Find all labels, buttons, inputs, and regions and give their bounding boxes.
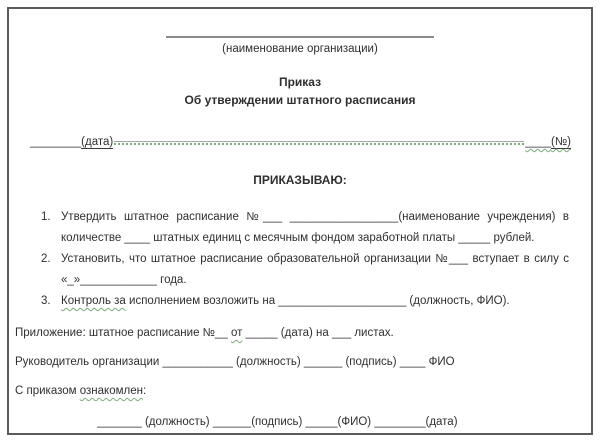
list-item-number: 3. xyxy=(41,295,51,307)
acknowledgement-line xyxy=(15,385,571,397)
text-segment: С приказом xyxy=(15,385,80,397)
list-item-number: 1. xyxy=(41,211,51,223)
text-segment: Руководитель организации ___________ (должность) ______ (подпись) ____ ФИО xyxy=(15,356,455,368)
filler-blank-line xyxy=(114,131,524,145)
list-item xyxy=(39,207,569,249)
org-name-blank-line xyxy=(166,35,434,38)
date-blank: ________ xyxy=(30,136,82,148)
text-segment: Утвердить штатное расписание №___ _________________(наименование учреждения) в количестве ____ штатных единиц с месячным фондом заработной платы _____ рублей. xyxy=(61,211,569,244)
signature-line xyxy=(15,416,571,428)
list-item-text xyxy=(61,291,569,312)
grammar-flagged-text: от xyxy=(230,327,243,339)
director-line xyxy=(15,356,571,368)
doc-title: Приказ xyxy=(278,75,322,89)
date-label: (дата) xyxy=(81,136,114,148)
text-segment: Установить, что штатное расписание образовательной организации №___ вступает в силу с «_»____________ года. xyxy=(61,253,569,286)
doc-subtitle: Об утверждении штатного расписания xyxy=(184,93,416,107)
number-label: (№) xyxy=(551,136,571,148)
appendix-line xyxy=(15,327,571,339)
date-number-row xyxy=(30,131,571,149)
list-item-number: 2. xyxy=(41,253,51,265)
text-segment: исполнением возложить на ____________________ (должность, ФИО). xyxy=(125,295,510,307)
command-heading: ПРИКАЗЫВАЮ: xyxy=(253,173,347,187)
order-list xyxy=(39,207,569,312)
text-segment: Приложение: штатное расписание №__ xyxy=(15,327,231,339)
list-item xyxy=(39,291,569,312)
list-item xyxy=(39,249,569,291)
grammar-flagged-text: Контроль за xyxy=(61,295,126,307)
grammar-flagged-text: ознакомлен xyxy=(79,385,143,397)
page-border-frame xyxy=(7,7,593,435)
list-item-text xyxy=(61,249,569,291)
text-segment: _____ (дата) на ___ листах. xyxy=(242,327,394,339)
text-segment: _______ (должность) ______(подпись) _____(ФИО) ________(дата) xyxy=(97,416,458,428)
number-blank: ____ xyxy=(525,136,551,148)
text-segment: : xyxy=(142,385,147,397)
list-item-text xyxy=(61,207,569,249)
org-name-caption: (наименование организации) xyxy=(222,43,378,55)
